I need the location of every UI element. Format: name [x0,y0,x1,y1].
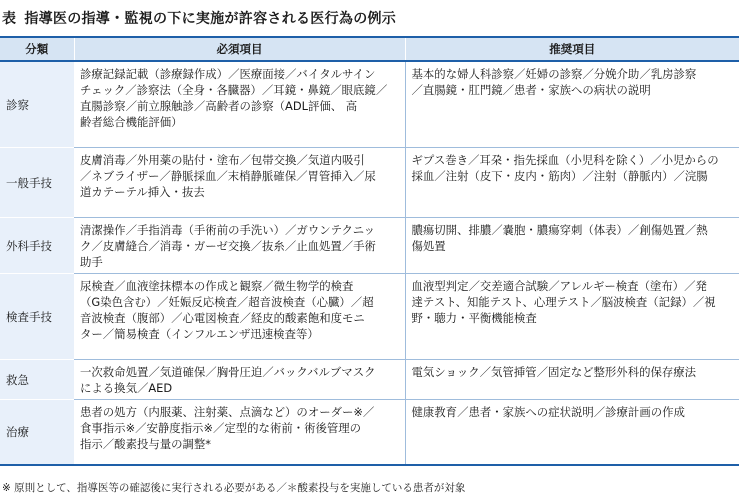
recommended-cell [405,399,739,465]
recommended-line: 電気ショック／気管挿管／固定など整形外科的保存療法 [411,364,697,379]
table-row [0,399,739,465]
table-row [0,61,739,147]
footnote: ※ 原則として、指導医等の確認後に実行される必要がある／＊酸素投与を実施している患者が対象 [2,482,466,494]
required-line: 尿検査／血液塗抹標本の作成と観察／微生物学的検査 [80,278,354,293]
table-row [0,147,739,217]
recommended-line: 基本的な婦人科診察／妊婦の診察／分娩介助／乳房診察 [411,67,697,81]
required-line: ター／簡易検査（インフルエンザ迅速検査等） [80,326,319,341]
table-title [2,3,737,33]
required-line: 指示／酸素投与量の調整* [80,436,211,451]
recommended-cell [405,359,739,399]
required-line: （G染色含む）／妊娠反応検査／超音波検査（心臓）／超 [80,294,374,309]
header-recommended: 推奨項目 [405,37,739,61]
required-line: ／ネブライザー／静脈採血／末梢静脈確保／胃管挿入／尿 [80,168,376,183]
required-cell [74,399,405,465]
recommended-line: 健康教育／患者・家族への症状説明／診療計画の作成 [411,404,685,419]
category-cell: 外科手技 [0,217,74,273]
table-row [0,217,739,273]
header-row [0,37,739,61]
required-line: 齢者総合機能評価） [80,115,183,129]
recommended-line: 膿瘍切開、排膿／嚢胞・膿瘍穿刺（体表）／創傷処置／熱 [411,222,708,237]
recommended-line: 達テスト、知能テスト、心理テスト／脳波検査（記録）／視 [411,294,716,309]
required-cell [74,359,405,399]
required-line: 患者の処方（内服薬、注射薬、点滴など）のオーダー※／ [80,404,375,419]
category-cell: 治療 [0,399,74,465]
table-row [0,359,739,399]
table-label: 表 [2,11,17,27]
recommended-line: 野・聴力・平衡機能検査 [411,310,537,325]
recommended-line: 傷処置 [411,238,446,253]
required-line: 皮膚消毒／外用薬の貼付・塗布／包帯交換／気道内吸引 [80,152,365,167]
required-line: 音波検査（腹部）／心電図検査／経皮的酸素飽和度モニ [80,310,365,325]
header-required: 必須項目 [74,37,405,61]
recommended-line: 採血／注射（皮下・皮内・筋肉）／注射（静脈内）／浣腸 [411,168,708,183]
required-line: チェック／診察法（全身・各臓器）／耳鏡・鼻鏡／眼底鏡／ [80,83,388,97]
required-line: 食事指示※／安静度指示※／定型的な術前・術後管理の [80,420,362,435]
required-cell [74,61,405,147]
required-line: 道カテーテル挿入・抜去 [80,184,205,199]
required-line: 清潔操作／手指消毒（手術前の手洗い）／ガウンテクニッ [80,222,376,237]
category-cell: 診察 [0,61,74,147]
table-title-text: 指導医の指導・監視の下に実施が許容される医行為の例示 [24,11,397,27]
required-line: 一次救命処置／気道確保／胸骨圧迫／バックバルブマスク [80,364,376,379]
required-line: 助手 [80,254,103,269]
table-row [0,273,739,359]
required-line: ク／皮膚縫合／消毒・ガーゼ交換／抜糸／止血処置／手術 [80,238,376,253]
procedures-table [0,36,739,466]
recommended-cell [405,273,739,359]
required-line: による換気／AED [80,380,173,395]
required-cell [74,147,405,217]
recommended-cell [405,147,739,217]
required-line: 診療記録記載（診療録作成）／医療面接／バイタルサイン [80,67,376,81]
required-line: 直腸診察／前立腺触診／高齢者の診察（ADL評価、 高 [80,99,358,113]
recommended-line: 血液型判定／交差適合試験／アレルギー検査（塗布）／発 [411,278,707,293]
category-cell: 救急 [0,359,74,399]
category-cell: 一般手技 [0,147,74,217]
category-cell: 検査手技 [0,273,74,359]
recommended-cell [405,217,739,273]
recommended-cell [405,61,739,147]
recommended-line: ギプス巻き／耳朶・指先採血（小児科を除く）／小児からの [411,152,719,167]
header-category: 分類 [0,37,74,61]
required-cell [74,273,405,359]
recommended-line: ／直腸鏡・肛門鏡／患者・家族への病状の説明 [411,83,651,97]
required-cell [74,217,405,273]
